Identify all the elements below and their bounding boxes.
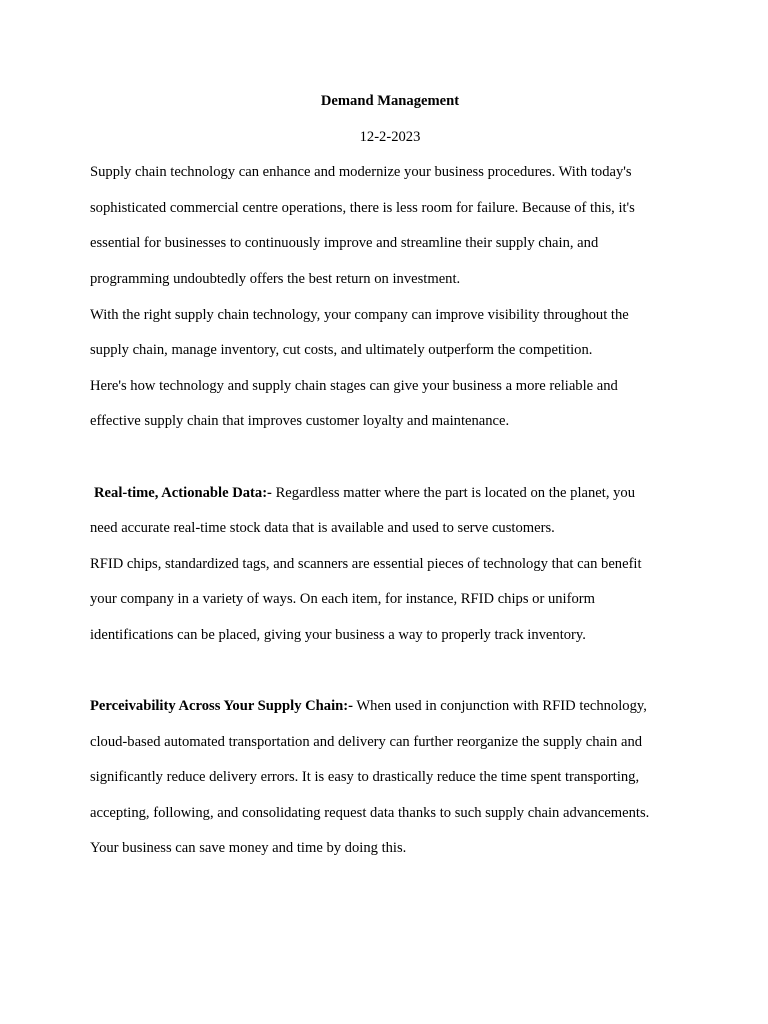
blank-line [90, 654, 690, 690]
text-line: cloud-based automated transportation and delivery can further reorganize the supply chain and [90, 733, 643, 750]
intro-paragraph-2 [90, 298, 690, 369]
section-first-line [90, 689, 690, 725]
section-heading: Real-time, Actionable Data:- [94, 484, 272, 501]
text-line: Your business can save money and time by doing this. [90, 840, 407, 857]
section-realtime-data [90, 476, 690, 547]
section-perceivability [90, 689, 690, 867]
text-line: Supply chain technology can enhance and modernize your business procedures. With today's [90, 164, 632, 181]
text-line: programming undoubtedly offers the best return on investment. [90, 270, 461, 287]
text-line: With the right supply chain technology, your company can improve visibility throughout the [90, 306, 629, 323]
intro-paragraph-3 [90, 369, 690, 440]
text-line: supply chain, manage inventory, cut costs, and ultimately outperform the competition. [90, 342, 593, 359]
intro-paragraph-1 [90, 155, 690, 297]
document-body [90, 84, 690, 867]
text-line: essential for businesses to continuously improve and streamline their supply chain, and [90, 235, 599, 252]
text-line: effective supply chain that improves customer loyalty and maintenance. [90, 413, 510, 430]
section-text: When used in conjunction with RFID technology, [353, 698, 647, 715]
text-line: sophisticated commercial centre operations, there is less room for failure. Because of this, it's [90, 199, 635, 216]
section-rfid-paragraph [90, 547, 690, 654]
section-first-line [90, 476, 690, 512]
text-line: Here's how technology and supply chain stages can give your business a more reliable and [90, 377, 618, 394]
text-line: RFID chips, standardized tags, and scanners are essential pieces of technology that can benefit [90, 555, 642, 572]
text-line: identifications can be placed, giving your business a way to properly track inventory. [90, 626, 586, 643]
document-title: Demand Management [320, 93, 460, 109]
blank-line [90, 440, 690, 476]
section-text: Regardless matter where the part is located on the planet, you [271, 484, 636, 501]
document-date: 12-2-2023 [359, 128, 421, 145]
section-heading: Perceivability Across Your Supply Chain:- [90, 698, 353, 715]
text-line: need accurate real-time stock data that is available and used to serve customers. [90, 520, 555, 537]
text-line: significantly reduce delivery errors. It is easy to drastically reduce the time spent transporting, [90, 769, 640, 786]
text-line: accepting, following, and consolidating request data thanks to such supply chain advancements. [90, 804, 650, 821]
text-line: your company in a variety of ways. On each item, for instance, RFID chips or uniform [90, 591, 595, 608]
